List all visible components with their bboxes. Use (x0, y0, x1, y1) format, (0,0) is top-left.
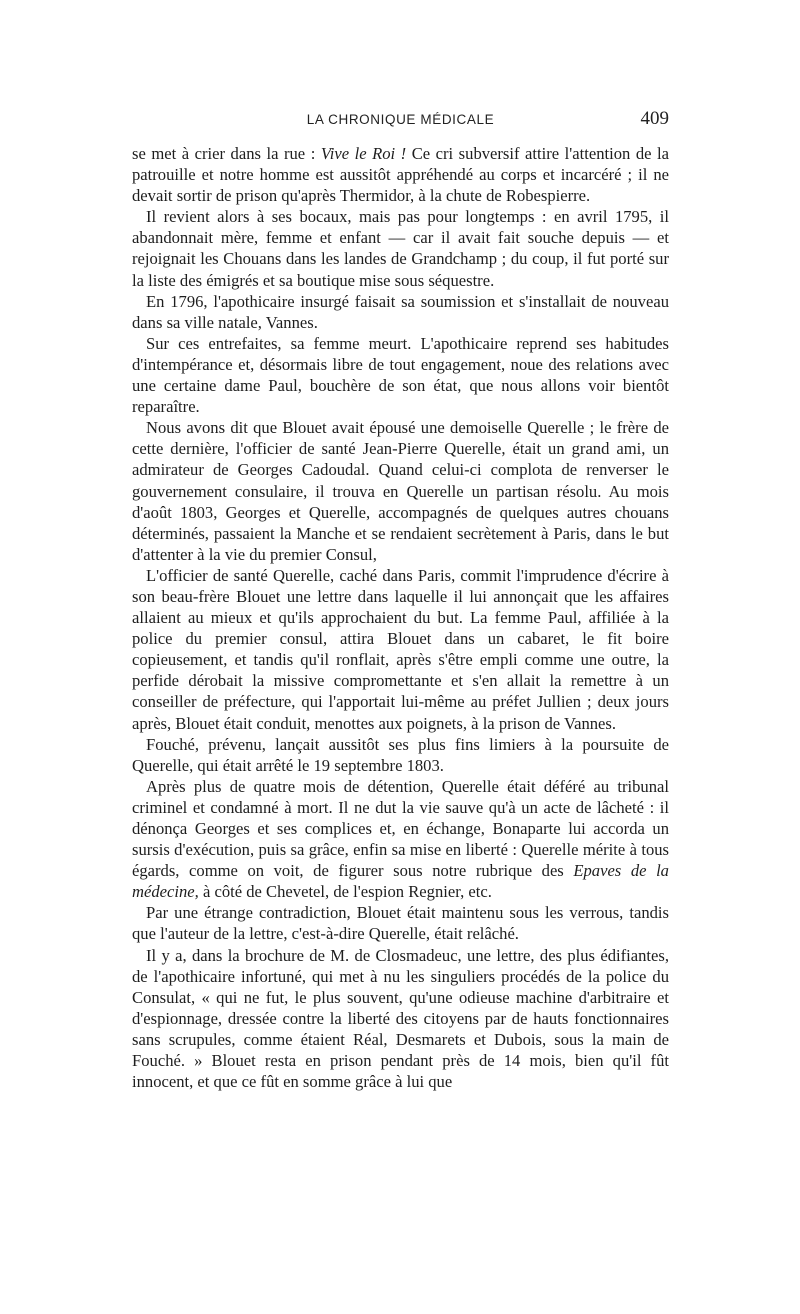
paragraph-italic: Epaves de la médecine, (132, 861, 669, 902)
paragraph (132, 143, 669, 206)
paragraph (132, 417, 669, 565)
paragraph-text: En 1796, l'apothicaire insurgé faisait sa soumission et s'installait de nouveau dans sa ville natale, Vannes. (132, 291, 669, 332)
paragraph (132, 734, 669, 776)
paragraph-text: Par une étrange contradiction, Blouet était maintenu sous les verrous, tandis que l'auteur de la lettre, c'est-à-dire Querelle, était relâché. (132, 903, 669, 944)
paragraph-text: Fouché, prévenu, lançait aussitôt ses plus fins limiers à la poursuite de Querelle, qui était arrêté le 19 septembre 1803. (132, 734, 669, 775)
paragraph (132, 945, 669, 1093)
paragraph-text: Il y a, dans la brochure de M. de Closmadeuc, une lettre, des plus édifiantes, de l'apothicaire infortuné, qui met à nu les singuliers procédés de la police du Consulat, « qui ne fut, le plus souvent, qu'une odieuse machine d'arbitraire et d'espionnage, dressée contre la liberté des citoyens par de hauts fonctionnaires sans scrupules, comme étaient Réal, Desmarets et Dubois, sous la main de Fouché. » Blouet resta en prison pendant près de 14 mois, bien qu'il fût innocent, et que ce fût en somme grâce à lui que (132, 945, 669, 1092)
paragraph-text: Il revient alors à ses bocaux, mais pas pour longtemps : en avril 1795, il abandonnait mère, femme et enfant — car il avait fait souche depuis — et rejoignait les Chouans dans les landes de Grandchamp ; du coup, il fut porté sur la liste des émigrés et sa boutique mise sous séquestre. (132, 207, 669, 290)
paragraph-text: Après plus de quatre mois de détention, Querelle était déféré au tribunal criminel et condamné à mort. Il ne dut la vie sauve qu'à un acte de lâcheté : il dénonça Georges et ses complices et, en échange, Bonaparte lui accorda un sursis d'exécution, puis sa grâce, enfin sa mise en liberté : Querelle mérite à tous égards, comme on voit, de figurer sous notre rubrique des (132, 776, 669, 881)
body-text (132, 143, 669, 1092)
running-title: LA CHRONIQUE MÉDICALE (306, 112, 495, 127)
paragraph-text: Nous avons dit que Blouet avait épousé une demoiselle Querelle ; le frère de cette dernière, l'officier de santé Jean-Pierre Querelle, était un grand ami, un admirateur de Georges Cadoudal. Quand celui-ci complota de renverser le gouvernement consulaire, il trouva en Querelle un partisan résolu. Au mois d'août 1803, Georges et Querelle, accompagnés de quelques autres chouans déterminés, passaient la Manche et se rendaient secrètement à Paris, dans le but d'attenter à la vie du premier Consul, (132, 418, 669, 564)
paragraph-text: se met à crier dans la rue : (132, 144, 321, 163)
paragraph (132, 565, 669, 734)
paragraph (132, 902, 669, 944)
running-head (132, 108, 669, 132)
paragraph-text-after: à côté de Chevetel, de l'espion Regnier, etc. (198, 882, 492, 902)
paragraph-text: Sur ces entrefaites, sa femme meurt. L'apothicaire reprend ses habitudes d'intempérance et, désormais libre de tout engagement, noue des relations avec une certaine dame Paul, bouchère de son état, que nous allons voir bientôt reparaître. (132, 333, 669, 417)
paragraph (132, 333, 669, 417)
paragraph-italic: Vive le Roi ! (320, 144, 407, 163)
paragraph-text-after: Ce cri subversif attire l'attention de la patrouille et notre homme est aussitôt appréhendé au corps et incarcéré ; il ne devait sortir de prison qu'après Thermidor, à la chute de Robespierre. (132, 144, 669, 206)
paragraph (132, 206, 669, 290)
page-number: 409 (640, 108, 669, 129)
paragraph-text: L'officier de santé Querelle, caché dans Paris, commit l'imprudence d'écrire à son beau-frère Blouet une lettre dans laquelle il lui annonçait que les affaires allaient au mieux et qu'ils approchaient du but. La femme Paul, affiliée à la police du premier consul, attira Blouet dans un cabaret, le fit boire copieusement, et tandis qu'il ronflait, après s'être empli comme une outre, la perfide dérobait la missive compromettante et s'en allait la remettre à un conseiller de préfecture, qui l'apportait lui-même au préfet Jullien ; deux jours après, Blouet était conduit, menottes aux poignets, à la prison de Vannes. (132, 565, 669, 733)
paragraph (132, 291, 669, 333)
paragraph (132, 776, 669, 903)
